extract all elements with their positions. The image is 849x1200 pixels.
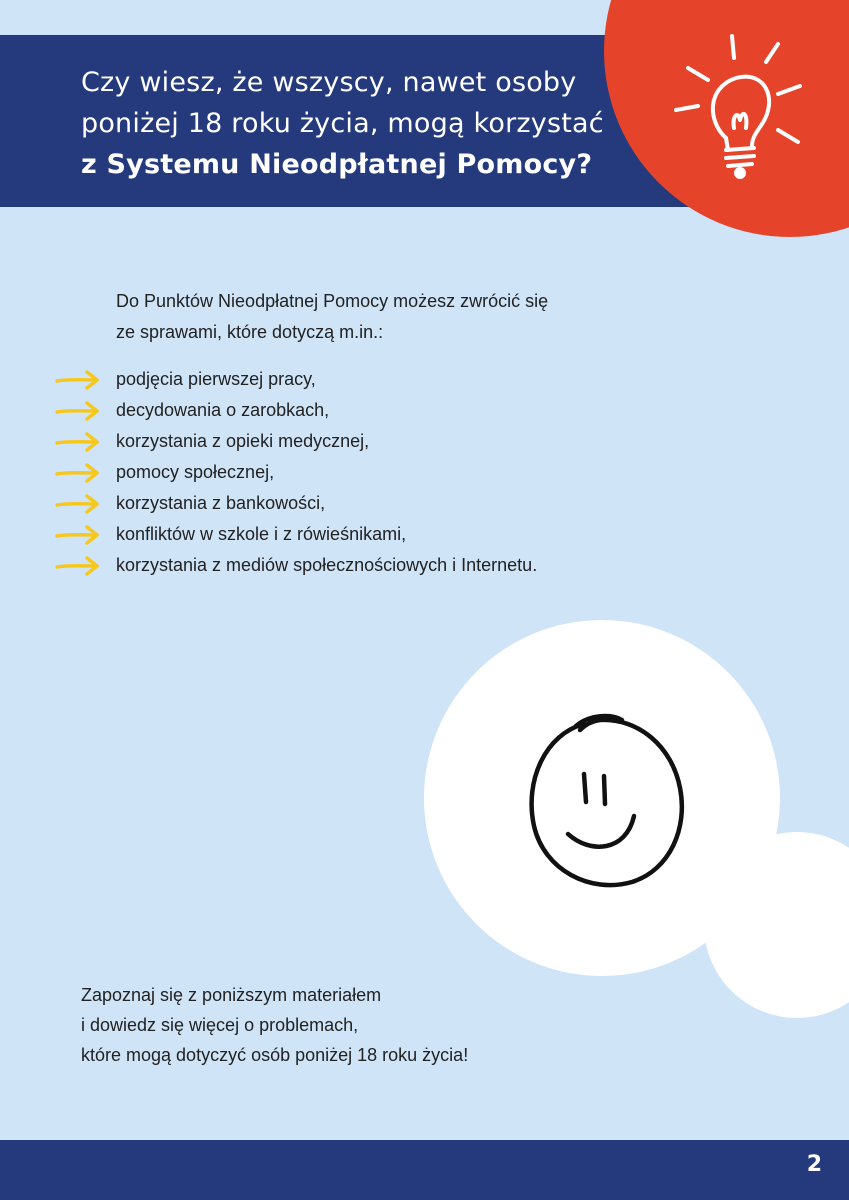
list-item (55, 457, 537, 488)
arrow-right-icon (55, 555, 101, 577)
page-title (81, 62, 621, 185)
list-item-label: konfliktów w szkole i z rówieśnikami, (116, 524, 407, 544)
closing-line: które mogą dotyczyć osób poniżej 18 roku życia! (81, 1045, 469, 1065)
list-item (55, 364, 537, 395)
intro-text (116, 286, 616, 348)
arrow-right-icon (55, 369, 101, 391)
closing-line: Zapoznaj się z poniższym materiałem (81, 985, 382, 1005)
list-item (55, 426, 537, 457)
arrow-right-icon (55, 462, 101, 484)
title-line: Czy wiesz, że wszyscy, nawet osoby (81, 67, 577, 98)
intro-line: ze sprawami, które dotyczą m.in.: (116, 322, 384, 342)
list-item-label: korzystania z opieki medycznej, (116, 431, 370, 451)
arrow-right-icon (55, 431, 101, 453)
smiley-face-icon (520, 710, 690, 900)
footer-band (0, 1140, 849, 1200)
list-item-label: korzystania z mediów społecznościowych i Internetu. (116, 555, 538, 575)
list-item-label: korzystania z bankowości, (116, 493, 326, 513)
list-item-label: pomocy społecznej, (116, 462, 275, 482)
intro-line: Do Punktów Nieodpłatnej Pomocy możesz zwrócić się (116, 291, 549, 311)
list-item-label: decydowania o zarobkach, (116, 400, 330, 420)
closing-text (81, 980, 601, 1070)
list-item-label: podjęcia pierwszej pracy, (116, 369, 316, 389)
topic-list (55, 364, 537, 581)
lightbulb-icon (668, 30, 818, 180)
closing-line: i dowiedz się więcej o problemach, (81, 1015, 359, 1035)
list-item (55, 550, 537, 581)
title-line: poniżej 18 roku życia, mogą korzystać (81, 108, 604, 139)
list-item (55, 488, 537, 519)
arrow-right-icon (55, 400, 101, 422)
list-item (55, 519, 537, 550)
title-line: z Systemu Nieodpłatnej Pomocy? (81, 149, 593, 180)
list-item (55, 395, 537, 426)
arrow-right-icon (55, 524, 101, 546)
arrow-right-icon (55, 493, 101, 515)
page-number: 2 (806, 1152, 822, 1177)
